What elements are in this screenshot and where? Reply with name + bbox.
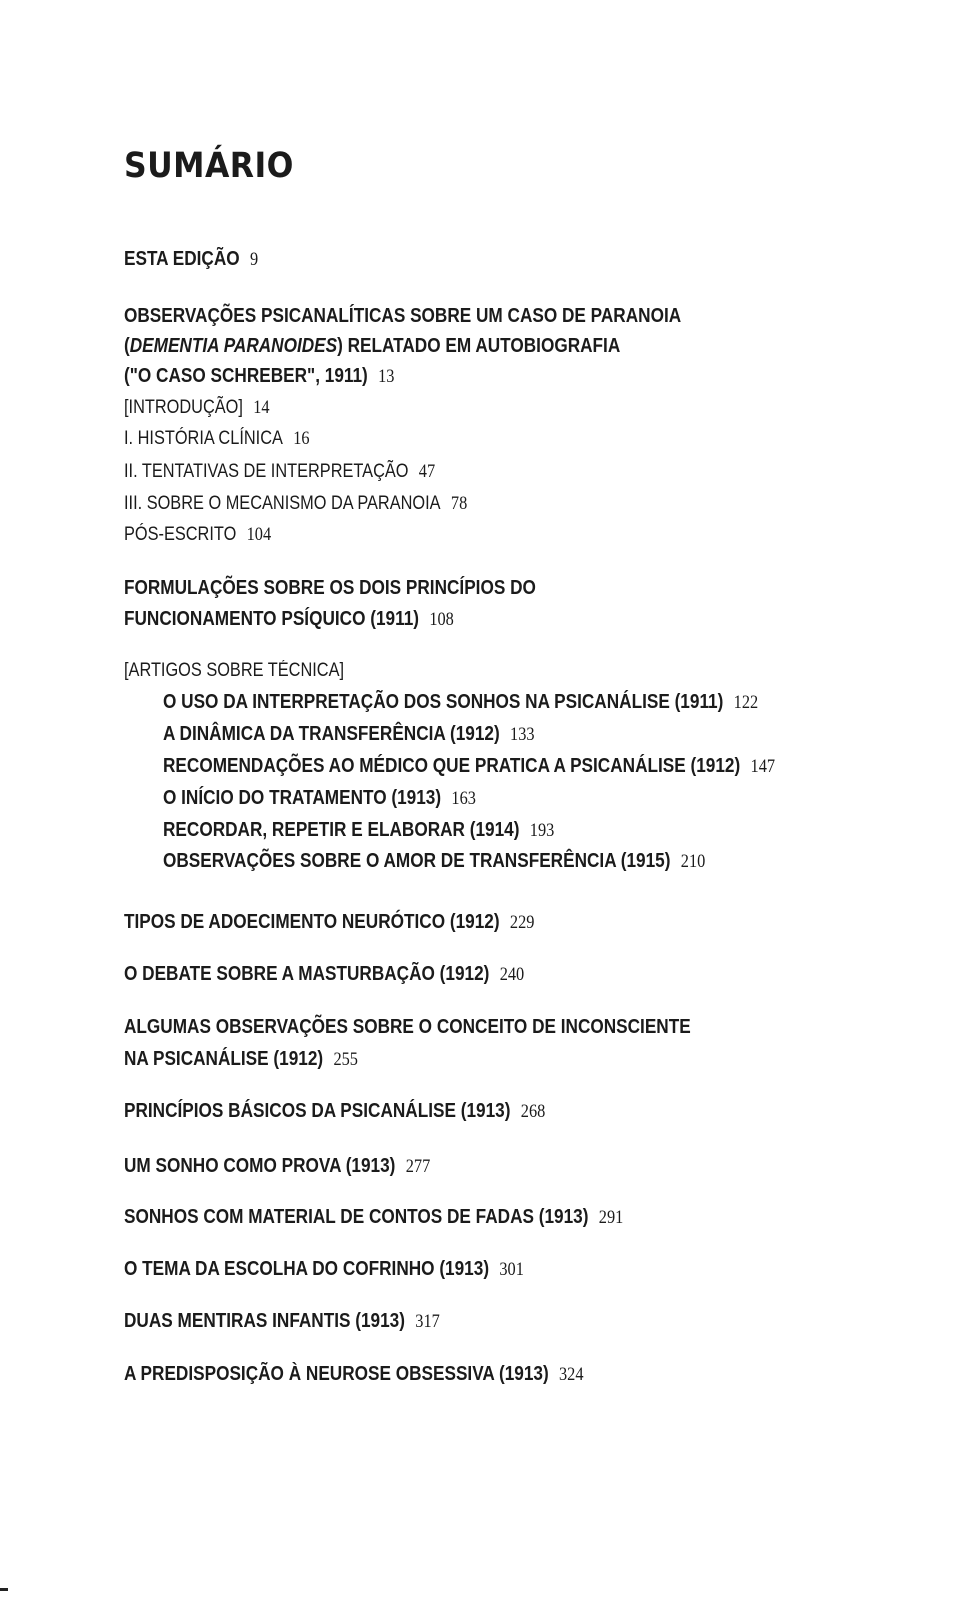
toc-entry: O DEBATE SOBRE A MASTURBAÇÃO (1912) 240 bbox=[124, 963, 525, 985]
toc-entry-esta-edicao bbox=[124, 249, 258, 269]
toc-entry-inconsciente-line1: ALGUMAS OBSERVAÇÕES SOBRE O CONCEITO DE INCONSCIENTE bbox=[124, 1016, 691, 1038]
toc-subentry: O INÍCIO DO TRATAMENTO (1913) 163 bbox=[163, 787, 476, 809]
scan-edge-mark bbox=[0, 1588, 8, 1591]
toc-subentry: PÓS-ESCRITO 104 bbox=[124, 524, 272, 545]
entry-page-number: 255 bbox=[333, 1049, 358, 1070]
entry-page-number: 147 bbox=[750, 756, 776, 777]
entry-page-number: 104 bbox=[246, 524, 272, 545]
toc-entry: SONHOS COM MATERIAL DE CONTOS DE FADAS (1913) 291 bbox=[124, 1206, 624, 1228]
entry-page-number: 193 bbox=[529, 820, 555, 841]
entry-page-number: 291 bbox=[598, 1207, 624, 1228]
entry-page-number: 47 bbox=[418, 461, 436, 482]
toc-subentry: OBSERVAÇÕES SOBRE O AMOR DE TRANSFERÊNCIA (1915) 210 bbox=[163, 850, 706, 872]
toc-entry: A PREDISPOSIÇÃO À NEUROSE OBSESSIVA (1913) 324 bbox=[124, 1363, 584, 1385]
toc-entry: UM SONHO COMO PROVA (1913) 277 bbox=[124, 1155, 431, 1177]
toc-entry: O TEMA DA ESCOLHA DO COFRINHO (1913) 301 bbox=[124, 1258, 524, 1280]
entry-page-number: 16 bbox=[293, 428, 310, 449]
toc-entry-inconsciente-line2: NA PSICANÁLISE (1912) 255 bbox=[124, 1048, 358, 1070]
entry-page-number: 14 bbox=[253, 397, 270, 418]
entry-page-number: 229 bbox=[509, 912, 535, 933]
entry-page-number: 317 bbox=[415, 1311, 440, 1332]
entry-page-number: 122 bbox=[733, 692, 759, 713]
entry-page-number: 108 bbox=[429, 609, 454, 630]
italic-term: DEMENTIA PARANOIDES bbox=[129, 335, 338, 357]
toc-subentry: A DINÂMICA DA TRANSFERÊNCIA (1912) 133 bbox=[163, 723, 535, 745]
toc-group-heading: [ARTIGOS SOBRE TÉCNICA] bbox=[124, 660, 345, 681]
entry-page-number: 13 bbox=[378, 366, 395, 387]
toc-subentry: II. TENTATIVAS DE INTERPRETAÇÃO 47 bbox=[124, 461, 436, 482]
toc-subentry: III. SOBRE O MECANISMO DA PARANOIA 78 bbox=[124, 493, 468, 514]
entry-page-number: 163 bbox=[451, 788, 476, 809]
entry-page-number: 210 bbox=[680, 851, 706, 872]
toc-subentry: I. HISTÓRIA CLÍNICA 16 bbox=[124, 428, 310, 449]
entry-page-number: 240 bbox=[499, 964, 525, 985]
toc-entry-formulacoes-line1: FORMULAÇÕES SOBRE OS DOIS PRINCÍPIOS DO bbox=[124, 577, 536, 599]
toc-subentry: RECOMENDAÇÕES AO MÉDICO QUE PRATICA A PSICANÁLISE (1912) 147 bbox=[163, 755, 776, 777]
toc-entry: DUAS MENTIRAS INFANTIS (1913) 317 bbox=[124, 1310, 440, 1332]
entry-page-number: 268 bbox=[520, 1101, 546, 1122]
entry-page-number: 78 bbox=[450, 493, 468, 514]
page-title: SUMÁRIO bbox=[124, 146, 294, 186]
toc-subentry: O USO DA INTERPRETAÇÃO DOS SONHOS NA PSICANÁLISE (1911) 122 bbox=[163, 691, 759, 713]
entry-page-number: 324 bbox=[559, 1364, 584, 1385]
toc-entry: TIPOS DE ADOECIMENTO NEURÓTICO (1912) 229 bbox=[124, 911, 535, 933]
toc-subentry: [INTRODUÇÃO] 14 bbox=[124, 397, 270, 418]
toc-entry-schreber-line2: (DEMENTIA PARANOIDES) RELATADO EM AUTOBIOGRAFIA bbox=[124, 335, 621, 357]
toc-entry: PRINCÍPIOS BÁSICOS DA PSICANÁLISE (1913) 268 bbox=[124, 1100, 546, 1122]
toc-subentry: RECORDAR, REPETIR E ELABORAR (1914) 193 bbox=[163, 819, 555, 841]
entry-page-number: 277 bbox=[405, 1156, 431, 1177]
entry-page-number: 133 bbox=[510, 724, 535, 745]
entry-page-number: 9 bbox=[249, 249, 259, 270]
entry-page-number: 301 bbox=[499, 1259, 524, 1280]
entry-title: ESTA EDIÇÃO bbox=[124, 248, 240, 270]
toc-entry-schreber-line1: OBSERVAÇÕES PSICANALÍTICAS SOBRE UM CASO DE PARANOIA bbox=[124, 305, 682, 327]
toc-entry-schreber-line3: ("O CASO SCHREBER", 1911) 13 bbox=[124, 365, 395, 387]
toc-entry-formulacoes-line2: FUNCIONAMENTO PSÍQUICO (1911) 108 bbox=[124, 608, 454, 630]
